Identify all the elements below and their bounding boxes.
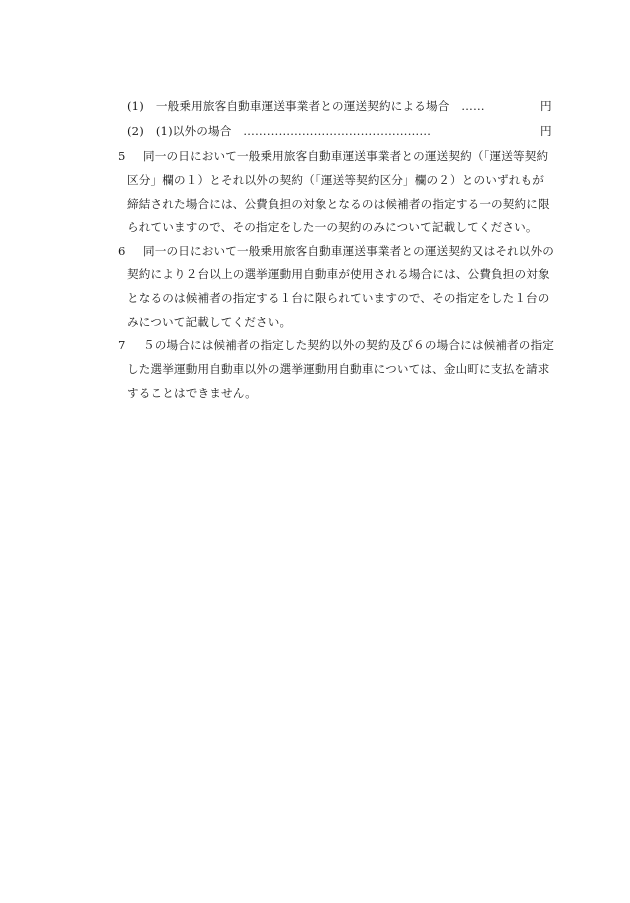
item-5-line-4: られていますので、その指定をした一の契約のみについて記載してください。 xyxy=(127,220,538,234)
item-5-line-2: 区分」欄の１）とそれ以外の契約（「運送等契約区分」欄の２）とのいずれもが xyxy=(127,173,544,187)
subitem-2-text: (1)以外の場合 ………………………………………… xyxy=(155,124,432,138)
subitem-1-unit: 円 xyxy=(540,99,552,113)
subitem-2-label: (2) xyxy=(127,124,144,138)
item-6-line-1: 同一の日において一般乗用旅客自動車運送事業者との運送契約又はそれ以外の xyxy=(143,244,555,258)
item-7-line-3: することはできません。 xyxy=(127,386,257,400)
subitem-1 xyxy=(127,98,485,114)
subitem-2-unit: 円 xyxy=(540,124,552,138)
subitem-1-label: (1) xyxy=(127,99,144,113)
item-6-number: 6 xyxy=(118,244,126,258)
item-7-number: 7 xyxy=(118,338,126,352)
item-5-line-1: 同一の日において一般乗用旅客自動車運送事業者との運送契約（「運送等契約 xyxy=(143,149,549,163)
item-6-line-4: みについて記載してください。 xyxy=(127,315,292,329)
item-6-line-2: 契約により２台以上の選挙運動用自動車が使用される場合には、公費負担の対象 xyxy=(127,267,550,281)
subitem-1-text: 一般乗用旅客自動車運送事業者との運送契約による場合 …… xyxy=(155,99,485,113)
item-5-line-3: 締結された場合には、公費負担の対象となるのは候補者の指定する一の契約に限 xyxy=(127,197,550,211)
item-5-number: 5 xyxy=(118,149,126,163)
subitem-2 xyxy=(127,123,431,139)
item-6-line-3: となるのは候補者の指定する１台に限られていますので、その指定をした１台の xyxy=(127,291,550,305)
item-7-line-2: した選挙運動用自動車以外の選挙運動用自動車については、金山町に支払を請求 xyxy=(127,362,550,376)
item-7-line-1: ５の場合には候補者の指定した契約以外の契約及び６の場合には候補者の指定 xyxy=(143,338,555,352)
